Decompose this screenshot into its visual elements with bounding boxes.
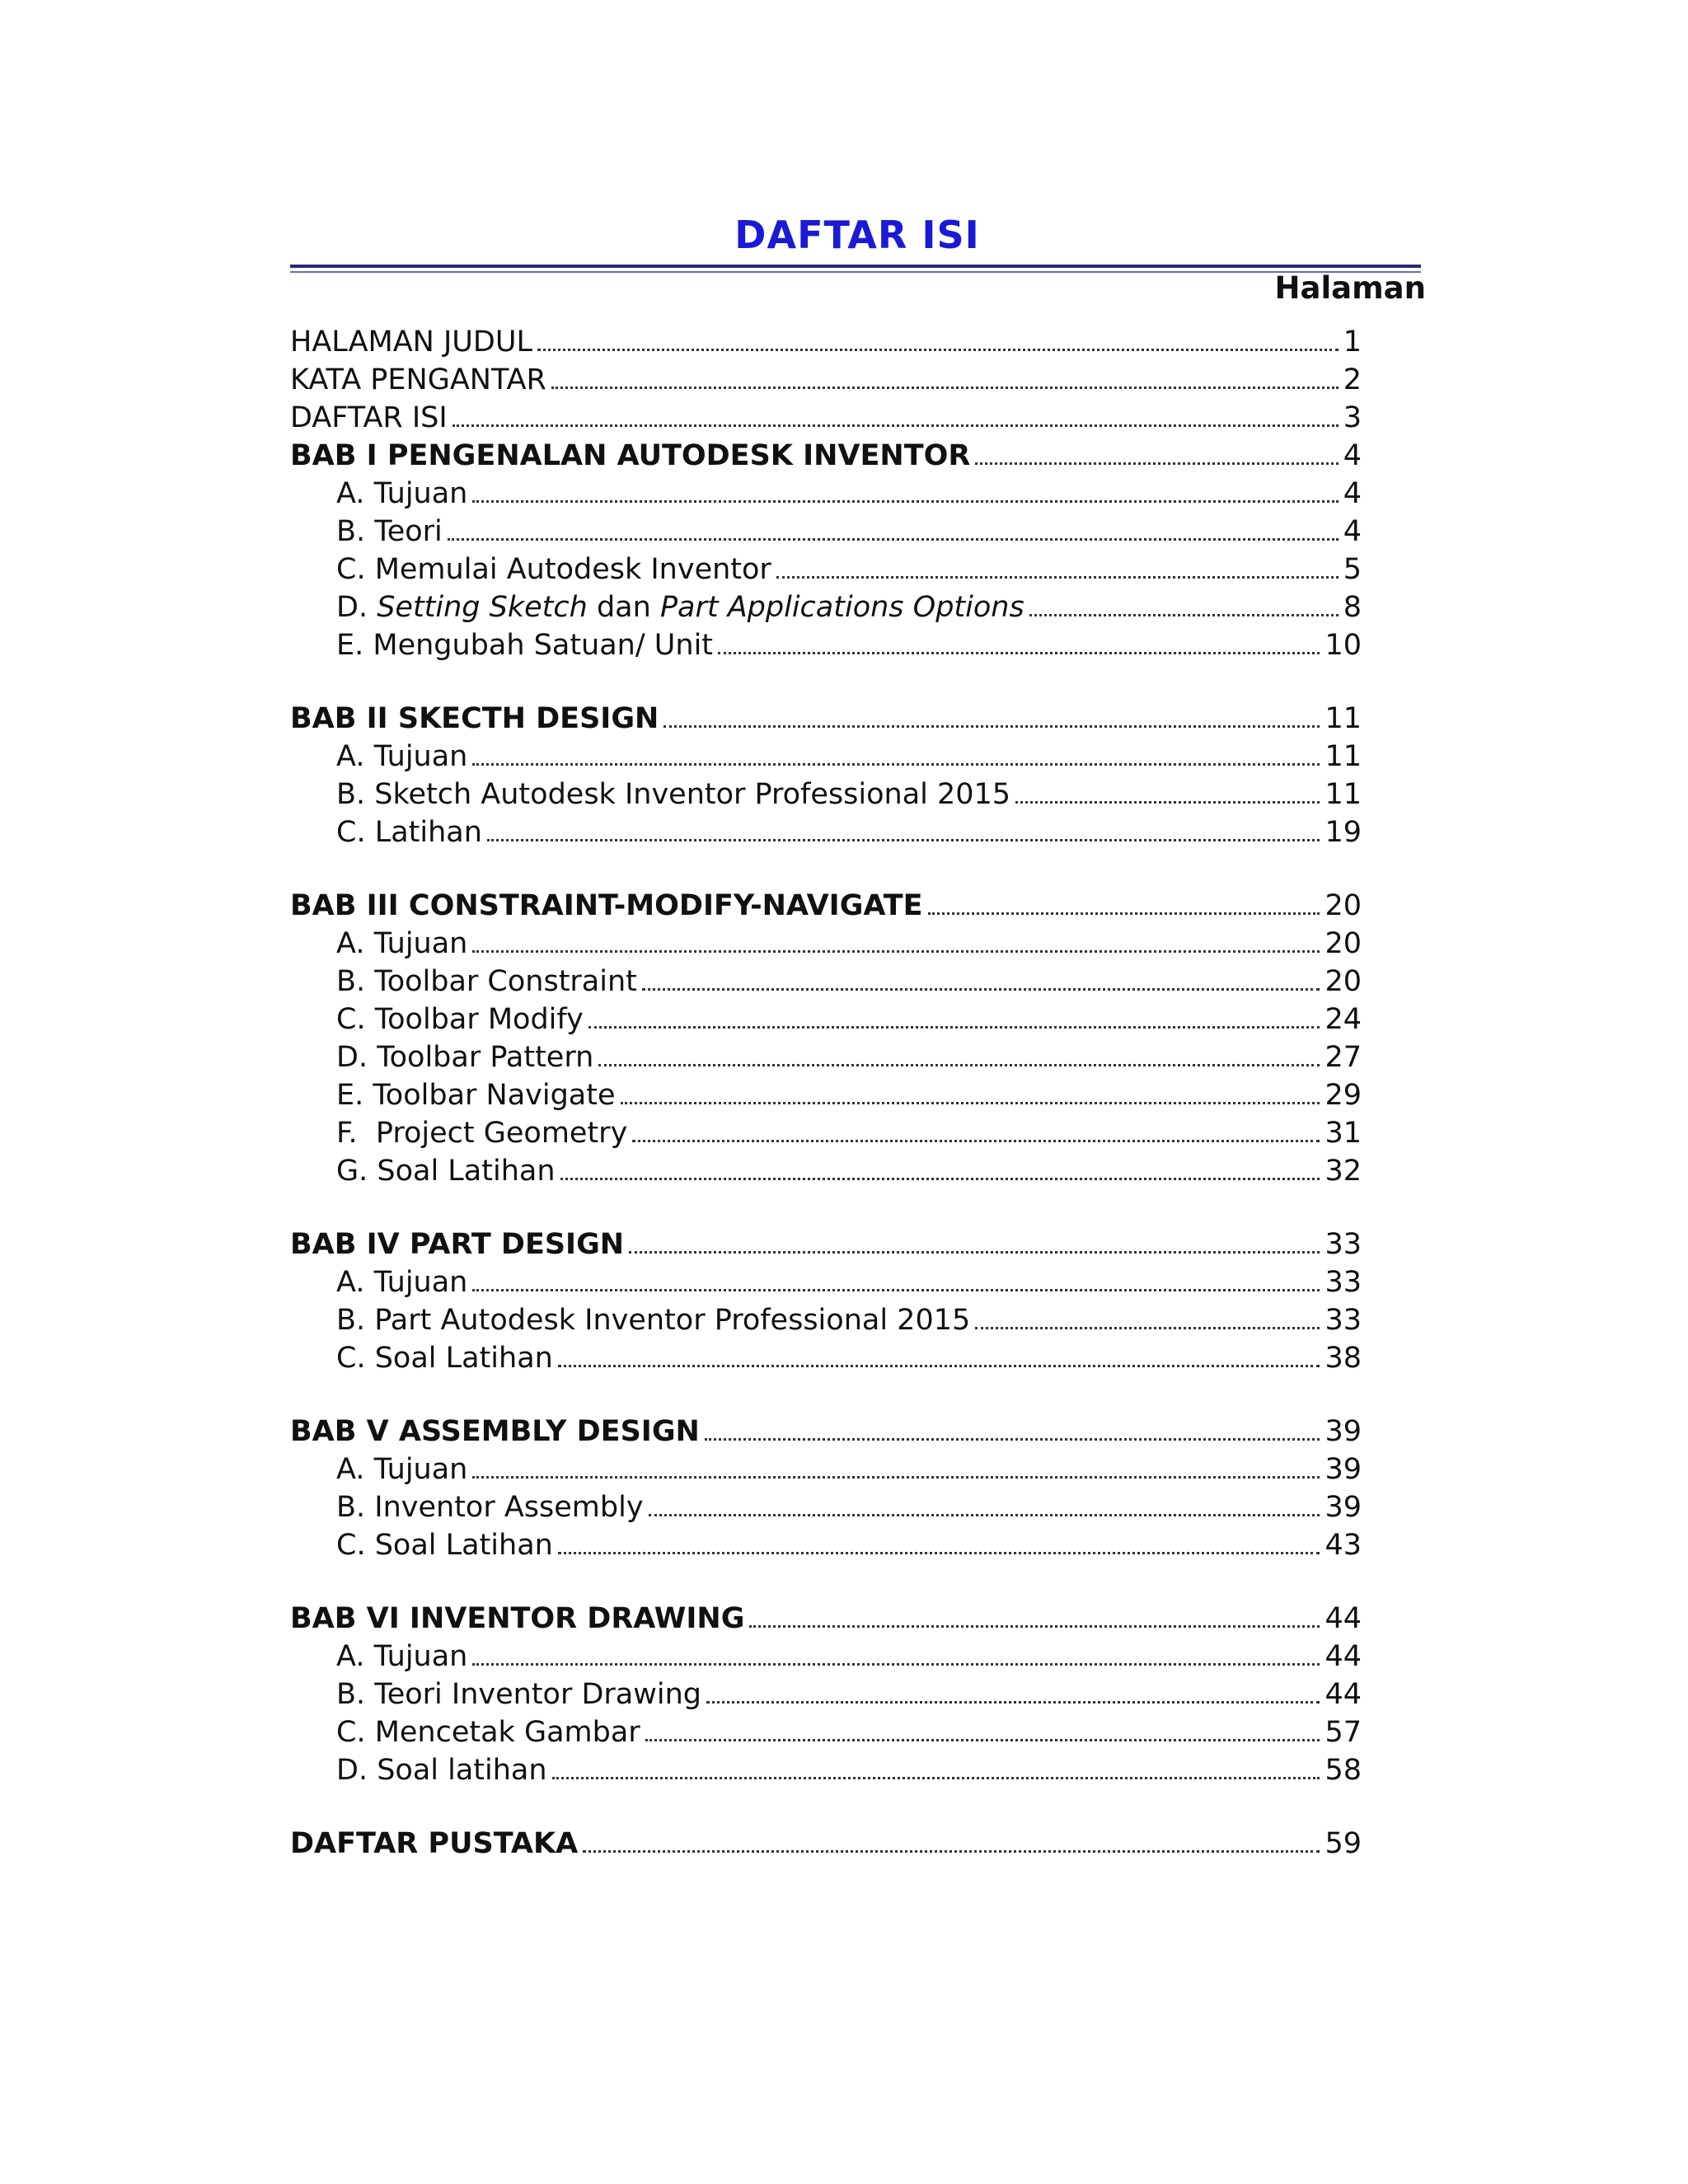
toc-sub-entry[interactable] [290, 1526, 1362, 1564]
toc-entry-page: 4 [1343, 515, 1362, 548]
dot-leader [1029, 614, 1339, 616]
toc-entry-label: BAB III CONSTRAINT-MODIFY-NAVIGATE [290, 889, 923, 922]
toc-entry-page: 4 [1343, 477, 1362, 510]
toc-entry-label: B. Teori Inventor Drawing [336, 1678, 702, 1711]
toc-entry-label: C. Memulai Autodesk Inventor [336, 553, 771, 586]
dot-leader [598, 1064, 1320, 1066]
toc-entry-page: 27 [1325, 1041, 1362, 1074]
toc-sub-entry[interactable] [290, 1301, 1362, 1339]
label-prefix: D. [336, 591, 377, 624]
label-joiner: dan [587, 591, 660, 624]
dot-leader [588, 1026, 1320, 1029]
dot-leader [551, 387, 1339, 389]
toc-entry-label: BAB IV PART DESIGN [290, 1228, 625, 1261]
toc-entry-page: 57 [1325, 1716, 1362, 1749]
toc-entry-page: 33 [1325, 1266, 1362, 1299]
dot-leader [776, 576, 1339, 579]
toc-sub-entry[interactable] [290, 776, 1362, 813]
toc-entry-label [336, 588, 1025, 626]
toc-entry-label: F. Project Geometry [336, 1117, 628, 1150]
toc-entry-label: DAFTAR PUSTAKA [290, 1827, 579, 1860]
dot-leader [552, 1777, 1320, 1779]
dot-leader [472, 763, 1320, 766]
toc-entry-label: DAFTAR ISI [290, 401, 448, 434]
toc-entry-label: B. Inventor Assembly [336, 1491, 644, 1524]
dot-leader [583, 1850, 1320, 1853]
toc-entry-label: E. Mengubah Satuan/ Unit [336, 629, 714, 662]
dot-leader [472, 1289, 1320, 1291]
toc-entry-page: 20 [1325, 889, 1362, 922]
toc-entry-page: 4 [1343, 439, 1362, 472]
toc-entry-label: BAB VI INVENTOR DRAWING [290, 1602, 745, 1635]
toc-entry-page: 5 [1343, 553, 1362, 586]
toc-entry-label: BAB II SKECTH DESIGN [290, 702, 659, 735]
dot-leader [975, 462, 1338, 465]
label-italic-1: Setting Sketch [377, 591, 588, 624]
toc-chapter-entry[interactable] [290, 1600, 1362, 1638]
toc-entry-label: BAB I PENGENALAN AUTODESK INVENTOR [290, 439, 971, 472]
toc-entry-label: C. Toolbar Modify [336, 1003, 584, 1036]
toc-entry[interactable] [290, 323, 1362, 361]
dot-leader [558, 1365, 1320, 1367]
title-rule-thin [290, 271, 1421, 273]
toc-entry-page: 10 [1325, 629, 1362, 662]
toc-entry-label: D. Soal latihan [336, 1754, 547, 1787]
dot-leader [706, 1701, 1320, 1704]
toc-sub-entry[interactable] [290, 1038, 1362, 1076]
toc-entry-page: 11 [1325, 702, 1362, 735]
toc-sub-entry[interactable] [290, 1339, 1362, 1377]
toc-entry-label: C. Soal Latihan [336, 1529, 553, 1562]
toc-entry-label: A. Tujuan [336, 1453, 468, 1486]
toc-sub-entry[interactable] [290, 551, 1362, 588]
toc-entry-label: A. Tujuan [336, 477, 468, 510]
toc-entry-page: 2 [1343, 363, 1362, 396]
dot-leader [749, 1625, 1320, 1628]
toc-sub-entry[interactable] [290, 1451, 1362, 1488]
dot-leader [472, 1663, 1320, 1666]
toc-entry-page: 59 [1325, 1827, 1362, 1860]
dot-leader [560, 1178, 1320, 1180]
toc-entry-page: 33 [1325, 1228, 1362, 1261]
toc-sub-entry[interactable] [290, 1638, 1362, 1675]
dot-leader [621, 1102, 1320, 1104]
toc-entry-page: 31 [1325, 1117, 1362, 1150]
toc-entry-label: C. Soal Latihan [336, 1342, 553, 1375]
toc-entry-label: B. Sketch Autodesk Inventor Professional 2015 [336, 778, 1011, 811]
toc-sub-entry[interactable] [290, 1488, 1362, 1526]
dot-leader [472, 1476, 1320, 1479]
dot-leader [705, 1438, 1320, 1441]
dot-leader [632, 1140, 1320, 1142]
toc-entry-page: 32 [1325, 1155, 1362, 1188]
toc-entry-page: 3 [1343, 401, 1362, 434]
toc-entry-label: KATA PENGANTAR [290, 363, 546, 396]
toc-entry-page: 38 [1325, 1342, 1362, 1375]
dot-leader [1015, 801, 1320, 804]
page-column-label: Halaman [1274, 270, 1426, 306]
toc-entry-label: C. Latihan [336, 816, 482, 849]
toc-entry-label: A. Tujuan [336, 1266, 468, 1299]
toc-sub-entry[interactable] [290, 925, 1362, 963]
toc-entry-page: 43 [1325, 1529, 1362, 1562]
toc-entry-label: B. Part Autodesk Inventor Professional 2015 [336, 1304, 971, 1337]
toc-entry-page: 24 [1325, 1003, 1362, 1036]
toc-entry-page: 39 [1325, 1491, 1362, 1524]
toc-entry-page: 20 [1325, 927, 1362, 960]
toc-sub-entry[interactable] [290, 1675, 1362, 1713]
dot-leader [642, 988, 1320, 991]
toc-sub-entry[interactable] [290, 1152, 1362, 1190]
toc-chapter-entry[interactable] [290, 887, 1362, 925]
toc-entry-label: C. Mencetak Gambar [336, 1716, 640, 1749]
label-italic-2: Part Applications Options [659, 591, 1025, 624]
toc-entry-label: A. Tujuan [336, 927, 468, 960]
toc-chapter-entry[interactable] [290, 1413, 1362, 1451]
toc-entry-page: 11 [1325, 740, 1362, 773]
toc-chapter-entry[interactable] [290, 1226, 1362, 1263]
toc-entry-page: 33 [1325, 1304, 1362, 1337]
toc-sub-entry[interactable] [290, 1076, 1362, 1114]
toc-entry-page: 39 [1325, 1453, 1362, 1486]
dot-leader [448, 538, 1339, 541]
dot-leader [629, 1251, 1320, 1254]
dot-leader [487, 839, 1320, 841]
toc-entry-page: 19 [1325, 816, 1362, 849]
toc-entry-label: G. Soal Latihan [336, 1155, 556, 1188]
dot-leader [718, 652, 1320, 654]
dot-leader [537, 349, 1339, 351]
toc-entry-page: 39 [1325, 1415, 1362, 1448]
toc-entry-page: 20 [1325, 965, 1362, 998]
toc-sub-entry[interactable] [290, 475, 1362, 513]
toc-sub-entry[interactable] [290, 513, 1362, 551]
toc-entry-label: D. Toolbar Pattern [336, 1041, 594, 1074]
toc-entry-page: 44 [1325, 1678, 1362, 1711]
toc-entry-page: 58 [1325, 1754, 1362, 1787]
toc-sub-entry[interactable] [290, 1263, 1362, 1301]
toc-entry-page: 44 [1325, 1640, 1362, 1673]
dot-leader [649, 1514, 1320, 1516]
dot-leader [558, 1552, 1320, 1554]
toc-entry-label: A. Tujuan [336, 1640, 468, 1673]
dot-leader [928, 912, 1320, 915]
toc-entry[interactable] [290, 399, 1362, 437]
dot-leader [975, 1327, 1320, 1329]
toc-sub-entry[interactable] [290, 1751, 1362, 1789]
dot-leader [452, 424, 1339, 427]
toc-entry[interactable] [290, 361, 1362, 399]
toc-sub-entry[interactable] [290, 813, 1362, 851]
toc-sub-entry[interactable] [290, 738, 1362, 776]
dot-leader [663, 725, 1320, 728]
toc-sub-entry[interactable] [290, 1713, 1362, 1751]
toc-entry-page: 8 [1343, 591, 1362, 624]
toc-entry-label: BAB V ASSEMBLY DESIGN [290, 1415, 700, 1448]
toc-chapter-entry[interactable] [290, 437, 1362, 475]
toc-entry-page: 29 [1325, 1079, 1362, 1112]
dot-leader [472, 950, 1320, 953]
toc-sub-entry[interactable] [290, 588, 1362, 626]
toc-chapter-entry[interactable] [290, 1825, 1362, 1863]
toc-sub-entry[interactable] [290, 1001, 1362, 1038]
toc-sub-entry[interactable] [290, 1114, 1362, 1152]
dot-leader [472, 500, 1338, 503]
toc-entry-page: 1 [1343, 326, 1362, 359]
toc-entry-page: 11 [1325, 778, 1362, 811]
dot-leader [645, 1739, 1320, 1741]
toc-entry-label: E. Toolbar Navigate [336, 1079, 616, 1112]
toc-entry-label: B. Teori [336, 515, 443, 548]
toc-chapter-entry[interactable] [290, 700, 1362, 738]
page-title: DAFTAR ISI [734, 213, 980, 257]
table-of-contents [290, 323, 1362, 1863]
toc-sub-entry[interactable] [290, 626, 1362, 664]
toc-sub-entry[interactable] [290, 963, 1362, 1001]
title-rule-thick [290, 265, 1421, 268]
toc-entry-page: 44 [1325, 1602, 1362, 1635]
toc-entry-label: HALAMAN JUDUL [290, 326, 532, 359]
toc-entry-label: B. Toolbar Constraint [336, 965, 637, 998]
toc-entry-label: A. Tujuan [336, 740, 468, 773]
